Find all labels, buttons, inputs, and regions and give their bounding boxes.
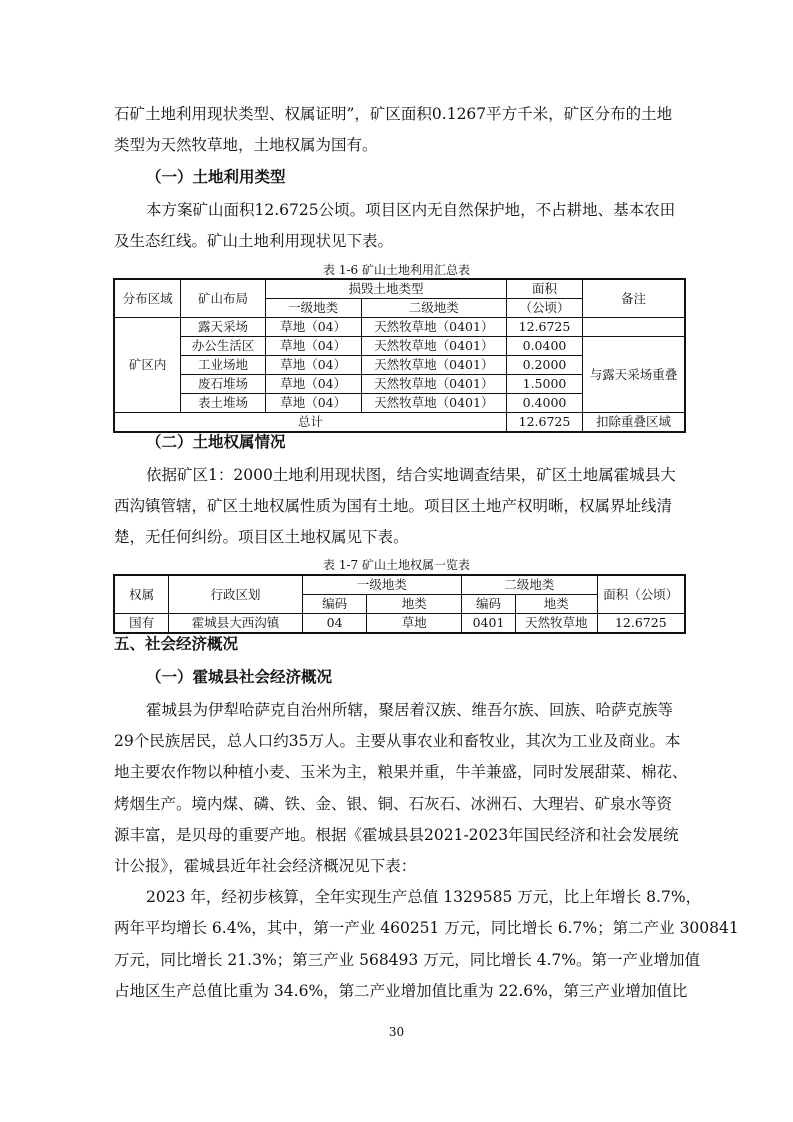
cell-owner: 国有 — [114, 614, 169, 634]
cell-level2: 天然牧草地（0401） — [361, 375, 507, 394]
cell-area: 0.0400 — [507, 337, 583, 356]
body-text-line: 两年平均增长 6.4%，其中，第一产业 460251 万元，同比增长 6.7%；第二产业 300841 — [114, 919, 739, 937]
chapter-heading: 五、社会经济概况 — [114, 635, 239, 653]
header-admin: 行政区划 — [169, 575, 302, 614]
header-level1: 一级地类 — [302, 575, 461, 595]
land-ownership-table — [113, 574, 686, 634]
table-caption: 表 1-6 矿山土地利用汇总表 — [323, 263, 470, 277]
header-damaged-type: 损毁土地类型 — [265, 279, 506, 299]
land-use-summary-table — [113, 278, 686, 433]
body-text-line: 西沟镇管辖，矿区土地权属性质为国有土地。项目区土地产权明晰，权属界址线清 — [114, 497, 673, 515]
cell-note — [582, 318, 685, 337]
table-row — [114, 318, 685, 337]
header-level1: 一级地类 — [265, 299, 361, 318]
cell-layout: 办公生活区 — [181, 337, 266, 356]
header-area: 面积 — [507, 279, 583, 299]
cell-code: 04 — [302, 614, 367, 634]
cell-level2: 天然牧草地（0401） — [361, 318, 507, 337]
body-text-line: 及生态红线。矿山土地利用现状见下表。 — [114, 232, 394, 250]
header-region: 分布区域 — [114, 279, 181, 318]
cell-level2: 天然牧草地（0401） — [361, 337, 507, 356]
cell-level1: 草地（04） — [265, 394, 361, 413]
header-type: 地类 — [367, 595, 462, 614]
page-number: 30 — [388, 1025, 405, 1039]
body-text-line: 楚，无任何纠纷。项目区土地权属见下表。 — [114, 528, 409, 546]
body-text-line: 占地区生产总值比重为 34.6%，第二产业增加值比重为 22.6%，第三产业增加值比 — [114, 982, 688, 1000]
header-type: 地类 — [515, 595, 597, 614]
cell-area: 0.4000 — [507, 394, 583, 413]
cell-level2: 天然牧草地（0401） — [361, 356, 507, 375]
header-note: 备注 — [582, 279, 685, 318]
cell-layout: 表土堆场 — [181, 394, 266, 413]
cell-area: 1.5000 — [507, 375, 583, 394]
header-code: 编码 — [302, 595, 367, 614]
body-text-line: 29个民族居民，总人口约35万人。主要从事农业和畜牧业，其次为工业及商业。本 — [114, 732, 681, 750]
table-caption: 表 1-7 矿山土地权属一览表 — [323, 558, 470, 572]
cell-level2: 天然牧草地（0401） — [361, 394, 507, 413]
header-owner: 权属 — [114, 575, 169, 614]
header-code: 编码 — [462, 595, 516, 614]
body-text-line: 依据矿区1：2000土地利用现状图，结合实地调查结果，矿区土地属霍城县大 — [146, 466, 676, 484]
body-text-line: 源丰富，是贝母的重要产地。根据《霍城县县2021-2023年国民经济和社会发展统 — [114, 826, 679, 844]
cell-level1: 草地（04） — [265, 337, 361, 356]
cell-code: 0401 — [462, 614, 516, 634]
header-area: 面积（公顷） — [597, 575, 685, 614]
body-text-line: 类型为天然牧草地，土地权属为国有。 — [114, 136, 378, 154]
cell-region: 矿区内 — [114, 318, 181, 413]
cell-total-label: 总计 — [114, 413, 507, 433]
cell-overlap-note: 与露天采场重叠 — [582, 337, 685, 413]
cell-level1: 草地（04） — [265, 356, 361, 375]
body-text-line: 2023 年，经初步核算，全年实现生产总值 1329585 万元，比上年增长 8.7%， — [146, 888, 702, 906]
table-row — [114, 614, 685, 634]
body-text-line: 霍城县为伊犁哈萨克自治州所辖，聚居着汉族、维吾尔族、回族、哈萨克族等 — [146, 701, 674, 719]
body-text-line: 万元，同比增长 21.3%；第三产业 568493 万元，同比增长 4.7%。第一产业增加值 — [114, 951, 700, 969]
cell-type: 草地 — [367, 614, 462, 634]
cell-layout: 露天采场 — [181, 318, 266, 337]
section-heading: （一）霍城县社会经济概况 — [146, 668, 333, 686]
body-text-line: 计公报》，霍城县近年社会经济概况见下表： — [114, 857, 417, 875]
cell-total-note: 扣除重叠区域 — [582, 413, 685, 433]
body-text-line: 地主要农作物以种植小麦、玉米为主，粮果并重，牛羊兼盛，同时发展甜菜、棉花、 — [114, 763, 688, 781]
body-text-line: 烤烟生产。境内煤、磷、铁、金、银、铜、石灰石、冰洲石、大理岩、矿泉水等资 — [114, 795, 673, 813]
cell-area: 12.6725 — [597, 614, 685, 634]
body-text-line: 本方案矿山面积12.6725公顷。项目区内无自然保护地，不占耕地、基本农田 — [146, 201, 676, 219]
body-text-line: 石矿土地利用现状类型、权属证明”，矿区面积0.1267平方千米，矿区分布的土地 — [114, 105, 673, 123]
cell-level1: 草地（04） — [265, 318, 361, 337]
cell-total-area: 12.6725 — [507, 413, 583, 433]
header-level2: 二级地类 — [462, 575, 598, 595]
header-area-unit: （公顷） — [507, 299, 583, 318]
table-row — [114, 337, 685, 356]
cell-area: 12.6725 — [507, 318, 583, 337]
cell-level1: 草地（04） — [265, 375, 361, 394]
cell-admin: 霍城县大西沟镇 — [169, 614, 302, 634]
section-heading: （二）土地权属情况 — [146, 433, 286, 451]
cell-type: 天然牧草地 — [515, 614, 597, 634]
cell-area: 0.2000 — [507, 356, 583, 375]
section-heading: （一）土地利用类型 — [146, 168, 286, 186]
table-total-row — [114, 413, 685, 433]
cell-layout: 工业场地 — [181, 356, 266, 375]
cell-layout: 废石堆场 — [181, 375, 266, 394]
header-layout: 矿山布局 — [181, 279, 266, 318]
header-level2: 二级地类 — [361, 299, 507, 318]
